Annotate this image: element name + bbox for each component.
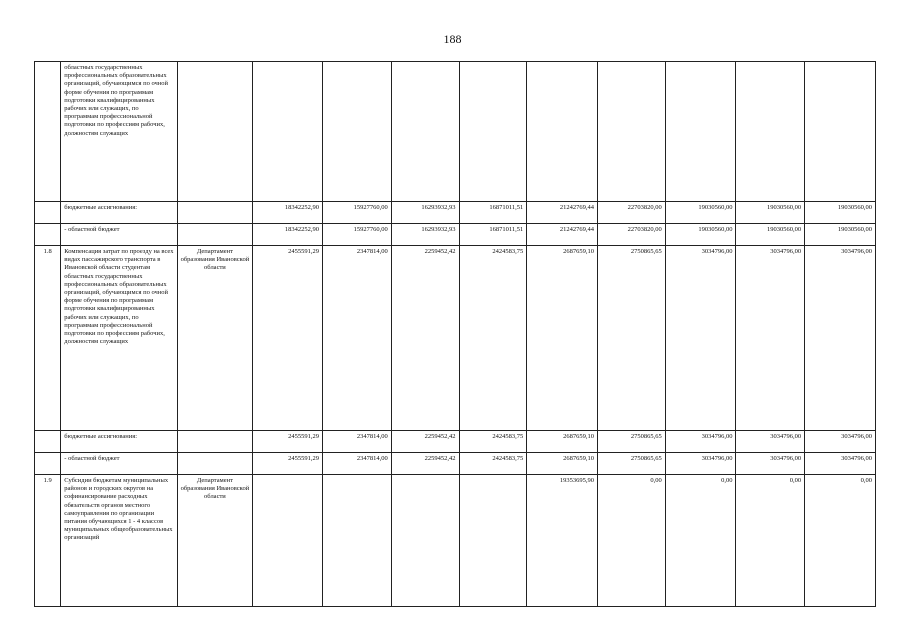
page-number: 188 (443, 32, 462, 46)
value-cell: 3034796,00 (805, 246, 876, 431)
value-cell (665, 62, 736, 202)
value-cell: 2347814,00 (323, 246, 392, 431)
value-cell: 3034796,00 (805, 453, 876, 475)
value-cell: 18342252,90 (253, 224, 323, 246)
table-row (35, 62, 876, 202)
value-cell: 2750865,65 (597, 431, 665, 453)
value-cell: 2750865,65 (597, 246, 665, 431)
row-index-cell (35, 453, 61, 475)
table-row (35, 431, 876, 453)
row-executor-cell (177, 453, 253, 475)
value-cell: 2687659,10 (527, 431, 598, 453)
row-name-cell: бюджетные ассигнования: (61, 431, 177, 453)
value-cell (736, 62, 805, 202)
value-cell (459, 62, 527, 202)
value-cell: 0,00 (665, 475, 736, 607)
value-cell: 16293932,93 (391, 202, 459, 224)
value-cell: 2687659,10 (527, 453, 598, 475)
value-cell: 3034796,00 (805, 431, 876, 453)
row-name-cell: - областной бюджет (61, 224, 177, 246)
value-cell: 2259452,42 (391, 246, 459, 431)
value-cell: 19030560,00 (736, 202, 805, 224)
table-row (35, 453, 876, 475)
row-name-cell: - областной бюджет (61, 453, 177, 475)
row-name-cell: Субсидии бюджетам муниципальных районов и городских округов на софинансирование расходных обязательств органов местного самоуправления по организации питания обучающихся 1 - 4 классов муниципальных общеобразовательных организаций (61, 475, 177, 607)
row-executor-cell (177, 224, 253, 246)
row-executor-cell: Департамент образования Ивановской области (177, 475, 253, 607)
value-cell: 2687659,10 (527, 246, 598, 431)
value-cell: 18342252,90 (253, 202, 323, 224)
value-cell: 21242769,44 (527, 224, 598, 246)
value-cell: 2750865,65 (597, 453, 665, 475)
row-executor-cell (177, 431, 253, 453)
value-cell: 19030560,00 (665, 224, 736, 246)
value-cell: 22703820,00 (597, 202, 665, 224)
value-cell: 19030560,00 (805, 202, 876, 224)
value-cell: 2455591,29 (253, 246, 323, 431)
value-cell (323, 475, 392, 607)
value-cell: 21242769,44 (527, 202, 598, 224)
value-cell: 2259452,42 (391, 431, 459, 453)
value-cell (391, 475, 459, 607)
value-cell (805, 62, 876, 202)
row-executor-cell: Департамент образования Ивановской области (177, 246, 253, 431)
value-cell: 2455591,29 (253, 453, 323, 475)
table-row (35, 202, 876, 224)
value-cell: 2455591,29 (253, 431, 323, 453)
value-cell: 19353695,90 (527, 475, 598, 607)
value-cell: 16871011,51 (459, 224, 527, 246)
row-name-cell: областных государственных профессиональных образовательных организаций, обучающимся по очной форме обучения по программам подготовки квалифицированных рабочих или служащих, по программам профессиональной подготовки по профессиям рабочих, должностям служащих (61, 62, 177, 202)
row-index-cell (35, 224, 61, 246)
value-cell (253, 475, 323, 607)
value-cell (391, 62, 459, 202)
row-index-cell (35, 202, 61, 224)
value-cell: 16871011,51 (459, 202, 527, 224)
value-cell: 22703820,00 (597, 224, 665, 246)
row-name-cell: Компенсация затрат по проезду на всех видах пассажирского транспорта в Ивановской области студентам областных государственных профессиональных образовательных организаций, обучающимся по очной форме обучения по программам подготовки квалифицированных рабочих или служащих, по программам профессиональной подготовки по профессиям рабочих, должностям служащих (61, 246, 177, 431)
value-cell: 3034796,00 (665, 246, 736, 431)
value-cell: 15927760,00 (323, 224, 392, 246)
value-cell (323, 62, 392, 202)
value-cell: 2424583,75 (459, 431, 527, 453)
value-cell: 2347814,00 (323, 453, 392, 475)
value-cell (527, 62, 598, 202)
row-index-cell: 1.8 (35, 246, 61, 431)
value-cell: 19030560,00 (736, 224, 805, 246)
value-cell: 2424583,75 (459, 453, 527, 475)
value-cell: 15927760,00 (323, 202, 392, 224)
value-cell (597, 62, 665, 202)
value-cell: 2259452,42 (391, 453, 459, 475)
value-cell: 2424583,75 (459, 246, 527, 431)
budget-table (34, 61, 876, 607)
value-cell: 3034796,00 (736, 246, 805, 431)
row-index-cell: 1.9 (35, 475, 61, 607)
value-cell (459, 475, 527, 607)
value-cell (253, 62, 323, 202)
table-row (35, 224, 876, 246)
row-name-cell: бюджетные ассигнования: (61, 202, 177, 224)
value-cell: 3034796,00 (736, 453, 805, 475)
row-executor-cell (177, 202, 253, 224)
value-cell: 0,00 (805, 475, 876, 607)
value-cell: 19030560,00 (665, 202, 736, 224)
value-cell: 3034796,00 (665, 431, 736, 453)
row-index-cell (35, 431, 61, 453)
value-cell: 0,00 (597, 475, 665, 607)
row-executor-cell (177, 62, 253, 202)
row-index-cell (35, 62, 61, 202)
value-cell: 3034796,00 (736, 431, 805, 453)
value-cell: 16293932,93 (391, 224, 459, 246)
value-cell: 0,00 (736, 475, 805, 607)
table-row (35, 246, 876, 431)
value-cell: 19030560,00 (805, 224, 876, 246)
value-cell: 2347814,00 (323, 431, 392, 453)
table-row (35, 475, 876, 607)
value-cell: 3034796,00 (665, 453, 736, 475)
